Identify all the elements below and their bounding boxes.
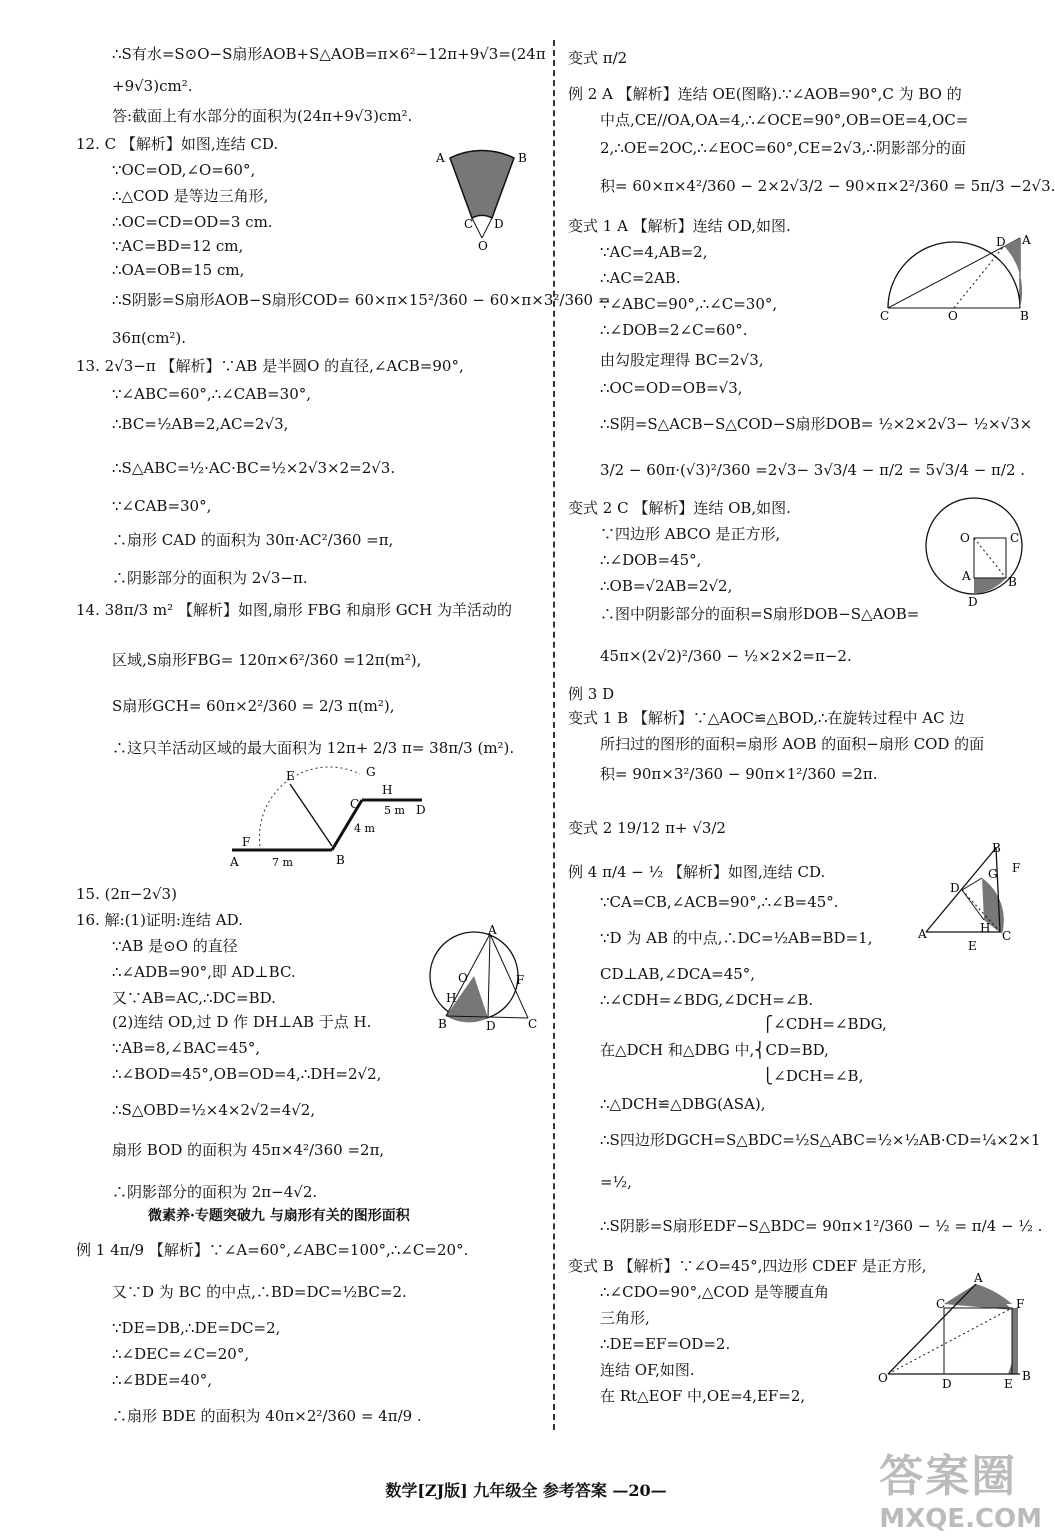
text-line: 13. 2√3−π 【解析】∵AB 是半圆O 的直径,∠ACB=90°,	[76, 357, 464, 375]
fig-v2-label: O	[960, 531, 970, 545]
text-line: ∴AC=2AB.	[600, 269, 681, 287]
text-line: ∴图中阴影部分的面积=S扇形DOB−S△AOB=	[600, 605, 920, 623]
fig-v2-label: B	[1008, 575, 1017, 589]
text-line: ∵DE=DB,∴DE=DC=2,	[112, 1319, 281, 1337]
text-line: 例 4 π/4 − ½ 【解析】如图,连结 CD.	[568, 863, 826, 881]
text-line: ∴OB=√2AB=2√2,	[600, 577, 733, 595]
fig16-label: C	[528, 1017, 538, 1031]
text-line: 变式 π/2	[568, 49, 628, 67]
text-line: ∵CA=CB,∠ACB=90°,∴∠B=45°.	[600, 893, 839, 911]
fig-e4-label: G	[988, 867, 998, 881]
text-line: ∴△COD 是等边三角形,	[112, 187, 269, 205]
fig-v-label: B	[1022, 1369, 1031, 1383]
fig12-label: A	[436, 151, 445, 165]
text-line: 中点,CE//OA,OA=4,∴∠OCE=90°,OB=OE=4,OC=	[600, 111, 969, 129]
fig-v2-label: A	[962, 569, 971, 583]
fig-e4-label: F	[1012, 861, 1021, 875]
text-line: 在 Rt△EOF 中,OE=4,EF=2,	[600, 1387, 806, 1405]
text-line: 15. (2π−2√3)	[76, 885, 177, 903]
text-line: ∵∠ABC=60°,∴∠CAB=30°,	[112, 385, 312, 403]
text-line: ⎩∠DCH=∠B,	[762, 1067, 864, 1085]
page-footer: 数学[ZJ版] 九年级全 参考答案 —20—	[385, 1481, 667, 1500]
text-line: ∵AB=8,∠BAC=45°,	[112, 1039, 261, 1057]
text-line: 三角形,	[600, 1309, 650, 1327]
text-line: ∴BC=½AB=2,AC=2√3,	[112, 415, 289, 433]
fig-v-label: C	[936, 1297, 946, 1311]
text-line: (2)连结 OD,过 D 作 DH⊥AB 于点 H.	[112, 1013, 372, 1031]
text-line: 变式 1 A 【解析】连结 OD,如图.	[568, 217, 791, 235]
fig-v-label: F	[1016, 1297, 1025, 1311]
text-line: ∴S阴影=S扇形EDF−S△BDC= 90π×1²/360 − ½ = π/4 − ½ .	[600, 1217, 1043, 1235]
text-line: ∴阴影部分的面积为 2√3−π.	[112, 569, 308, 587]
text-line: ∵∠ABC=90°,∴∠C=30°,	[600, 295, 778, 313]
column-divider	[553, 40, 555, 1430]
fig12-label: O	[478, 239, 488, 253]
figure-example4	[918, 841, 1028, 954]
text-line: 又∵D 为 BC 的中点,∴BD=DC=½BC=2.	[112, 1283, 407, 1301]
text-line: 例 3 D	[568, 685, 615, 703]
text-line: =½,	[600, 1173, 632, 1191]
text-line: ∵∠CAB=30°,	[112, 497, 212, 515]
text-line: S扇形GCH= 60π×2²/360 = 2/3 π(m²),	[112, 697, 395, 715]
text-line: 3/2 − 60π·(√3)²/360 =2√3− 3√3/4 − π/2 = 5√3/4 − π/2 .	[600, 461, 1026, 479]
text-line: 积= 60×π×4²/360 − 2×2√3/2 − 90×π×2²/360 = 5π/3 −2√3.	[600, 177, 1055, 195]
text-line: ∴△DCH≌△DBG(ASA),	[600, 1095, 766, 1113]
text-line: 连结 OF,如图.	[600, 1361, 695, 1379]
fig-v1-label: B	[1020, 309, 1029, 323]
fig14-label: 4 m	[354, 822, 375, 835]
text-line: ∵AB 是⊙O 的直径	[112, 937, 238, 955]
text-line: ∴DE=EF=OD=2.	[600, 1335, 731, 1353]
fig-e4-label: E	[968, 939, 977, 953]
fig14-label: A	[230, 855, 239, 869]
fig14-label: 5 m	[384, 804, 405, 817]
text-line: ∴阴影部分的面积为 2π−4√2.	[112, 1183, 318, 1201]
figure-variant-square	[876, 1270, 1032, 1390]
text-line: ∴OC=OD=OB=√3,	[600, 379, 743, 397]
text-line: ∴∠BOD=45°,OB=OD=4,∴DH=2√2,	[112, 1065, 382, 1083]
fig-v-label: E	[1004, 1377, 1013, 1391]
text-line: ∴S△ABC=½·AC·BC=½×2√3×2=2√3.	[112, 459, 396, 477]
fig14-label: G	[366, 765, 376, 779]
fig12-label: C	[464, 217, 474, 231]
text-line: +9√3)cm².	[112, 77, 193, 95]
fig-e4-label: H	[980, 921, 991, 935]
text-line: 变式 B 【解析】∵∠O=45°,四边形 CDEF 是正方形,	[568, 1257, 927, 1275]
fig14-label: H	[382, 783, 393, 797]
fig14-label: B	[336, 853, 345, 867]
text-line: 2,∴OE=2OC,∴∠EOC=60°,CE=2√3,∴阴影部分的面	[600, 139, 966, 157]
text-line: 变式 2 C 【解析】连结 OB,如图.	[568, 499, 791, 517]
text-line: ∴S有水=S⊙O−S扇形AOB+S△AOB=π×6²−12π+9√3=(24π	[112, 45, 546, 63]
fig12-label: D	[494, 217, 504, 231]
text-line: ⎧∠CDH=∠BDG,	[762, 1015, 887, 1033]
figure-14-sheep-area	[222, 764, 432, 874]
text-line: 16. 解:(1)证明:连结 AD.	[76, 911, 243, 929]
text-line: 积= 90π×3²/360 − 90π×1²/360 =2π.	[600, 765, 878, 783]
text-line: 在△DCH 和△DBG 中,⎨CD=BD,	[600, 1041, 829, 1059]
fig-v1-label: A	[1022, 233, 1031, 247]
text-line: ∴S△OBD=½×4×2√2=4√2,	[112, 1101, 316, 1119]
fig-v1-label: D	[996, 235, 1006, 249]
text-line: 14. 38π/3 m² 【解析】如图,扇形 FBG 和扇形 GCH 为羊活动的	[76, 601, 513, 619]
fig14-label: 7 m	[272, 856, 293, 869]
fig-v1-label: O	[948, 309, 958, 323]
figure-variant2-square	[918, 494, 1032, 609]
fig16-label: D	[486, 1019, 496, 1033]
fig-v2-label: D	[968, 595, 978, 609]
text-line: 例 2 A 【解析】连结 OE(图略).∵∠AOB=90°,C 为 BO 的	[568, 85, 962, 103]
text-line: ∴∠ADB=90°,即 AD⊥BC.	[112, 963, 296, 981]
text-line: 例 1 4π/9 【解析】∵∠A=60°,∠ABC=100°,∴∠C=20°.	[76, 1241, 469, 1259]
text-line: ∵四边形 ABCO 是正方形,	[600, 525, 781, 543]
fig-v1-label: C	[880, 309, 890, 323]
text-line: 变式 2 19/12 π+ √3/2	[568, 819, 726, 837]
text-line: 36π(cm²).	[112, 329, 187, 347]
text-line: ∵AC=4,AB=2,	[600, 243, 708, 261]
text-line: ∴∠DEC=∠C=20°,	[112, 1345, 250, 1363]
text-line: ∵OC=OD,∠O=60°,	[112, 161, 256, 179]
text-line: ∴OC=CD=OD=3 cm.	[112, 213, 273, 231]
fig-v2-label: C	[1010, 531, 1020, 545]
text-line: 45π×(2√2)²/360 − ½×2×2=π−2.	[600, 647, 852, 665]
watermark	[879, 1440, 1042, 1534]
section-title: 微素养·专题突破九 与扇形有关的图形面积	[148, 1208, 410, 1224]
text-line: ∴∠DOB=45°,	[600, 551, 702, 569]
text-line: ∴S阴影=S扇形AOB−S扇形COD= 60×π×15²/360 − 60×π×3²/360 =	[112, 291, 611, 309]
text-line: 区域,S扇形FBG= 120π×6²/360 =12π(m²),	[112, 651, 422, 669]
fig16-label: A	[488, 923, 497, 937]
fig16-label: O	[458, 971, 468, 985]
fig16-label: B	[438, 1017, 447, 1031]
text-line: ∴∠CDH=∠BDG,∠DCH=∠B.	[600, 991, 814, 1009]
text-line: ∵AC=BD=12 cm,	[112, 237, 244, 255]
text-line: ∴∠BDE=40°,	[112, 1371, 213, 1389]
text-line: 由勾股定理得 BC=2√3,	[600, 351, 764, 369]
text-line: ∴∠CDO=90°,△COD 是等腰直角	[600, 1283, 829, 1301]
fig-e4-label: B	[992, 841, 1001, 855]
text-line: ∴这只羊活动区域的最大面积为 12π+ 2/3 π= 38π/3 (m²).	[112, 739, 515, 757]
figure-16-circle	[424, 924, 544, 1034]
text-line: 答:截面上有水部分的面积为(24π+9√3)cm².	[112, 107, 413, 125]
text-line: 所扫过的图形的面积=扇形 AOB 的面积−扇形 COD 的面	[600, 735, 985, 753]
text-line: ∴扇形 CAD 的面积为 30π·AC²/360 =π,	[112, 531, 394, 549]
text-line: ∵D 为 AB 的中点,∴DC=½AB=BD=1,	[600, 929, 873, 947]
text-line: 变式 1 B 【解析】∵△AOC≌△BOD,∴在旋转过程中 AC 边	[568, 709, 965, 727]
text-line: ∴OA=OB=15 cm,	[112, 261, 245, 279]
fig-v-label: A	[974, 1271, 983, 1285]
fig12-label: B	[518, 151, 527, 165]
fig-e4-label: C	[1002, 929, 1012, 943]
text-line: 又∵AB=AC,∴DC=BD.	[112, 989, 276, 1007]
fig14-label: D	[416, 803, 426, 817]
watermark-top: 答案圈	[879, 1451, 1018, 1502]
fig14-label: F	[242, 835, 251, 849]
text-line: CD⊥AB,∠DCA=45°,	[600, 965, 756, 983]
fig-e4-label: D	[950, 881, 960, 895]
text-line: ∴∠DOB=2∠C=60°.	[600, 321, 748, 339]
text-line: 12. C 【解析】如图,连结 CD.	[76, 135, 279, 153]
figure-12-sector	[432, 146, 532, 256]
text-line: ∴S四边形DGCH=S△BDC=½S△ABC=½×½AB·CD=¼×2×1	[600, 1131, 1041, 1149]
fig-v-label: O	[878, 1371, 888, 1385]
fig-e4-label: A	[918, 927, 927, 941]
fig14-label: E	[286, 769, 295, 783]
fig14-label: C	[350, 797, 360, 811]
watermark-bottom: MXQE.COM	[879, 1504, 1042, 1534]
text-line: ∴S阴=S△ACB−S△COD−S扇形DOB= ½×2×2√3− ½×√3×	[600, 415, 1033, 433]
text-line: 扇形 BOD 的面积为 45π×4²/360 =2π,	[112, 1141, 385, 1159]
fig-v-label: D	[942, 1377, 952, 1391]
text-line: ∴扇形 BDE 的面积为 40π×2²/360 = 4π/9 .	[112, 1407, 422, 1425]
fig16-label: H	[446, 991, 457, 1005]
fig16-label: F	[516, 973, 525, 987]
figure-variant1-semicircle	[878, 232, 1031, 323]
